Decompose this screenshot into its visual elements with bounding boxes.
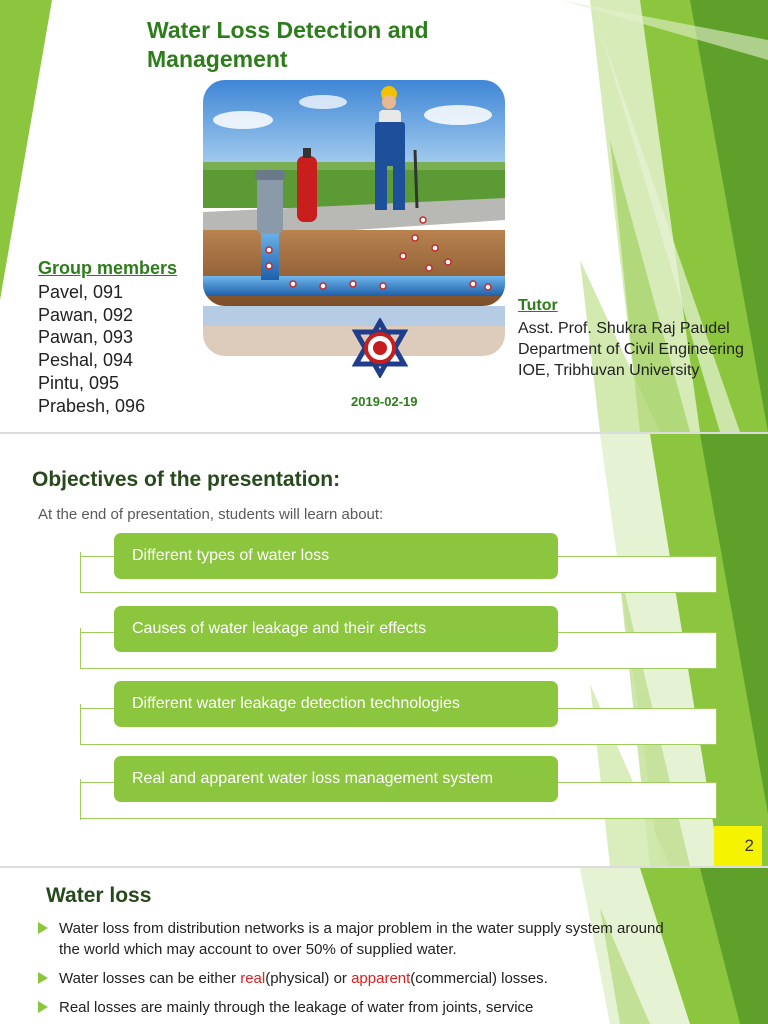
- objective-item-4: Real and apparent water loss management system: [114, 756, 558, 802]
- bullet-text: Water loss from distribution networks is a major problem in the water supply system around the world which may account to over 50% of supplied water.: [59, 920, 664, 958]
- bullet-arrow-icon: [38, 922, 48, 934]
- tutor-line: Department of Civil Engineering: [518, 341, 744, 358]
- tutor-heading: Tutor: [518, 297, 558, 314]
- objective-item-1: Different types of water loss: [114, 533, 558, 579]
- slide-1: [0, 0, 768, 432]
- highlight-apparent: apparent: [351, 970, 411, 987]
- presentation-date: 2019-02-19: [351, 394, 418, 409]
- member-item: Pawan, 093: [38, 327, 134, 348]
- member-item: Prabesh, 096: [38, 395, 146, 416]
- bullet-item: [38, 997, 678, 1018]
- member-item: Pawan, 092: [38, 304, 134, 325]
- bullet-text-part: (physical) or: [265, 970, 352, 987]
- member-item: Pavel, 091: [38, 282, 124, 302]
- group-members-list: [38, 281, 145, 417]
- tutor-line: IOE, Tribhuvan University: [518, 362, 700, 379]
- slide-2: [0, 434, 768, 866]
- slide-2-subtitle: At the end of presentation, students will learn about:: [38, 506, 384, 523]
- bullet-arrow-icon: [38, 972, 48, 984]
- objective-item-3: Different water leakage detection technologies: [114, 681, 558, 727]
- objective-item-2: Causes of water leakage and their effects: [114, 606, 558, 652]
- bullet-item: [38, 968, 678, 989]
- bullet-item: [38, 918, 678, 960]
- tutor-line: Asst. Prof. Shukra Raj Paudel: [518, 320, 730, 337]
- slide-3-title: Water loss: [46, 884, 152, 907]
- member-item: Peshal, 094: [38, 350, 134, 371]
- leak-detection-photo: [203, 80, 505, 306]
- water-loss-bullets: [38, 918, 678, 1024]
- page-number-badge: 2: [714, 826, 762, 866]
- slide-3: [0, 868, 768, 1024]
- bullet-text-part: Water losses can be either: [59, 970, 241, 987]
- university-logo: [350, 318, 410, 383]
- bullet-text-part: (commercial) losses.: [410, 970, 548, 987]
- tutor-details: [518, 318, 744, 381]
- member-item: Pintu, 095: [38, 372, 120, 393]
- slide-1-title: Water Loss Detection and Management: [147, 17, 429, 72]
- highlight-real: real: [240, 970, 266, 987]
- group-members-heading: Group members: [38, 258, 178, 278]
- bullet-text: Real losses are mainly through the leakage of water from joints, service: [59, 999, 534, 1016]
- bullet-arrow-icon: [38, 1001, 48, 1013]
- slide-2-title: Objectives of the presentation:: [32, 468, 341, 491]
